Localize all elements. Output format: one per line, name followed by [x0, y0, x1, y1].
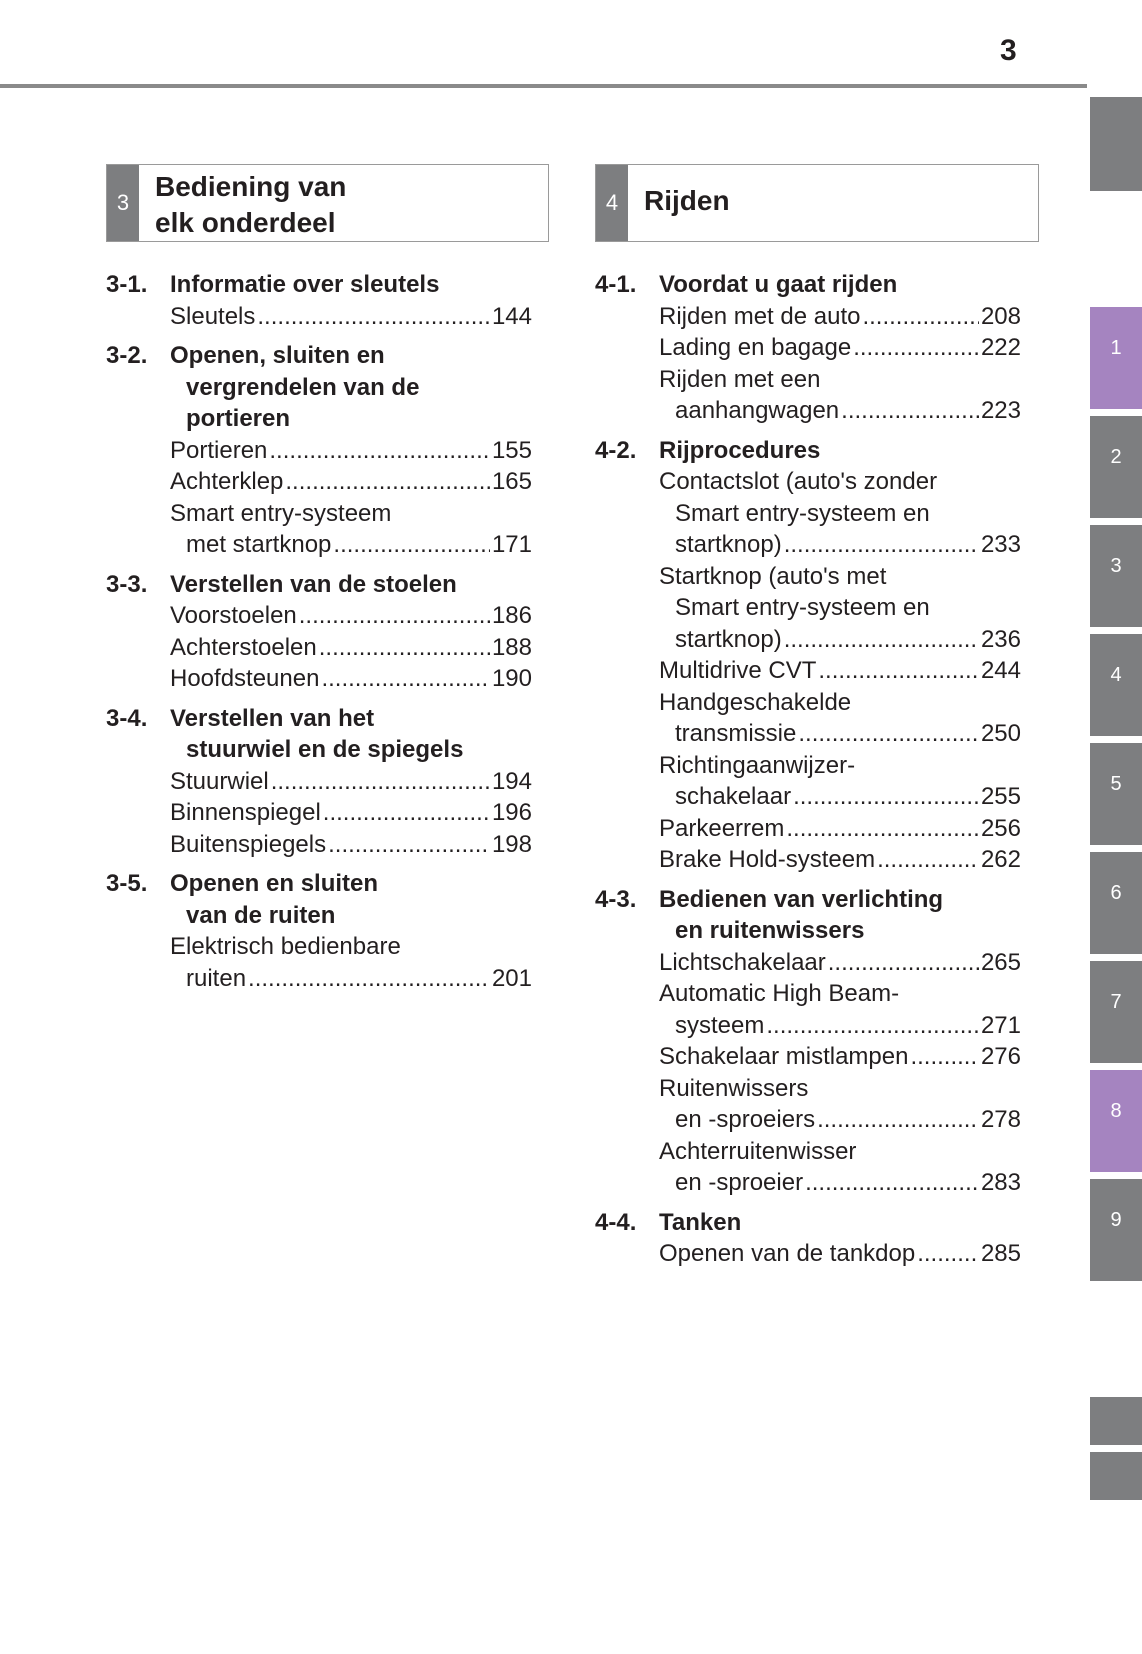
- section-number: 4-1.: [595, 271, 637, 298]
- entry-leader-line: [170, 797, 532, 829]
- page-reference: 276: [980, 1043, 1021, 1070]
- toc-entry[interactable]: [106, 600, 532, 632]
- chapter-3-header: [106, 164, 549, 242]
- entry-title: Sleutels: [170, 302, 256, 330]
- entry-title: ruiten: [186, 964, 247, 992]
- entry-title: transmissie: [675, 720, 797, 747]
- section-title: [659, 435, 1021, 467]
- dot-leader: [798, 718, 979, 750]
- entry-title-line: Richtingaanwijzer-: [659, 751, 856, 779]
- entry-leader-line: [659, 1238, 1021, 1270]
- dot-leader: [323, 797, 490, 829]
- side-tab[interactable]: [1090, 1452, 1142, 1500]
- entry-title-line: Rijden met een: [659, 365, 821, 393]
- toc-entry[interactable]: [106, 829, 532, 861]
- toc-entry[interactable]: [595, 750, 1021, 813]
- dot-leader: [828, 947, 979, 979]
- entry-title: en -sproeier: [675, 1169, 804, 1196]
- toc-entry[interactable]: [595, 1136, 1021, 1199]
- toc-entry[interactable]: [106, 435, 532, 467]
- side-tab-label: 5: [1110, 773, 1122, 795]
- toc-entry[interactable]: [595, 1041, 1021, 1073]
- entry-title: Stuurwiel: [170, 767, 269, 795]
- entry-leader-line: [659, 1010, 1021, 1042]
- side-tab[interactable]: [1090, 97, 1142, 191]
- page-reference: 233: [980, 531, 1021, 558]
- entry-title-line: Smart entry-systeem en: [675, 499, 930, 527]
- side-tab[interactable]: [1090, 1070, 1142, 1172]
- chapter-number: 3: [107, 165, 139, 241]
- chapter-title-line: elk onderdeel: [155, 207, 336, 238]
- entry-title-line: Smart entry-systeem en: [675, 594, 930, 621]
- section-title: [170, 340, 532, 435]
- entry-title: Brake Hold-systeem: [659, 846, 876, 873]
- entry-title: Portieren: [170, 436, 268, 464]
- section-number: 4-2.: [595, 436, 637, 464]
- dot-leader: [784, 624, 979, 656]
- chapter-title: [644, 183, 1030, 219]
- side-tab[interactable]: [1090, 525, 1142, 627]
- dot-leader: [319, 632, 490, 664]
- entry-title-line: Smart entry-systeem: [170, 499, 392, 527]
- dot-leader: [910, 1041, 979, 1073]
- entry-title: Buitenspiegels: [170, 830, 327, 858]
- section-number: 4-4.: [595, 1208, 637, 1236]
- section-title: [170, 569, 532, 601]
- chapter-number: 4: [596, 165, 628, 241]
- side-tab-label: 1: [1110, 337, 1122, 359]
- entry-leader-line: [659, 1167, 1021, 1199]
- entry-leader-line: [170, 466, 532, 498]
- page-reference: 144: [491, 302, 532, 330]
- page-reference: 201: [491, 964, 532, 992]
- section-title-line: Verstellen van de stoelen: [170, 570, 457, 598]
- section-title: [170, 703, 532, 766]
- entry-title: Binnenspiegel: [170, 799, 321, 826]
- side-tab[interactable]: [1090, 852, 1142, 954]
- toc-entry[interactable]: [595, 466, 1021, 561]
- chapter-title-line: Rijden: [644, 185, 730, 216]
- section-heading: [106, 340, 532, 435]
- dot-leader: [877, 844, 979, 876]
- toc-entry[interactable]: [595, 1073, 1021, 1136]
- section-heading: [595, 884, 1021, 947]
- toc-column-chapter-3: [106, 269, 532, 994]
- section-number: 3-3.: [106, 570, 148, 598]
- dot-leader: [786, 813, 979, 845]
- dot-leader: [841, 395, 979, 427]
- dot-leader: [285, 466, 490, 498]
- section-title: [659, 1207, 1021, 1239]
- section-title-line: Openen en sluiten: [170, 870, 379, 897]
- entry-leader-line: [170, 435, 532, 467]
- dot-leader: [853, 332, 979, 364]
- section-title-line: Tanken: [659, 1208, 742, 1236]
- side-tab[interactable]: [1090, 1397, 1142, 1445]
- entry-title-line: Automatic High Beam-: [659, 980, 900, 1007]
- side-tab[interactable]: [1090, 1179, 1142, 1281]
- side-tab-label: 2: [1110, 446, 1122, 468]
- page-reference: 165: [491, 468, 532, 495]
- toc-entry[interactable]: [595, 978, 1021, 1041]
- entry-leader-line: [659, 529, 1021, 561]
- section-heading: [595, 269, 1021, 301]
- section-title-line: Openen, sluiten en: [170, 342, 385, 369]
- side-tab-label: 3: [1110, 555, 1122, 577]
- entry-leader-line: [659, 301, 1021, 333]
- page-reference: 223: [980, 397, 1021, 424]
- toc-entry[interactable]: [595, 947, 1021, 979]
- entry-title: Voorstoelen: [170, 602, 297, 629]
- toc-entry[interactable]: [106, 466, 532, 498]
- toc-entry[interactable]: [595, 813, 1021, 845]
- entry-title: Rijden met de auto: [659, 302, 861, 330]
- entry-title: Parkeerrem: [659, 814, 785, 842]
- entry-leader-line: [659, 1104, 1021, 1136]
- dot-leader: [299, 600, 490, 632]
- section-heading: [106, 703, 532, 766]
- side-tab[interactable]: [1090, 961, 1142, 1063]
- section-title-line: portieren: [186, 405, 291, 432]
- section-number: 3-1.: [106, 271, 148, 298]
- entry-leader-line: [170, 600, 532, 632]
- entry-leader-line: [170, 632, 532, 664]
- section-heading: [106, 269, 532, 301]
- top-rule: [0, 84, 1087, 88]
- page-reference: 188: [491, 633, 532, 661]
- side-tab-label: 4: [1110, 664, 1122, 686]
- entry-leader-line: [659, 813, 1021, 845]
- side-tab-label: 8: [1110, 1100, 1122, 1122]
- toc-entry[interactable]: [595, 687, 1021, 750]
- toc-entry[interactable]: [595, 364, 1021, 427]
- entry-title: Lichtschakelaar: [659, 948, 826, 976]
- section-title-line: Rijprocedures: [659, 436, 821, 464]
- side-tab[interactable]: [1090, 307, 1142, 409]
- side-tab[interactable]: [1090, 743, 1142, 845]
- entry-leader-line: [659, 395, 1021, 427]
- entry-title: Openen van de tankdop: [659, 1240, 916, 1267]
- entry-title-line: Handgeschakelde: [659, 688, 852, 716]
- entry-title: systeem: [675, 1011, 765, 1039]
- page-number: 3: [1000, 34, 1017, 67]
- section-title-line: stuurwiel en de spiegels: [186, 736, 464, 763]
- toc-column-chapter-4: [595, 269, 1021, 1270]
- dot-leader: [248, 963, 490, 995]
- entry-title-line: Startknop (auto's met: [659, 562, 887, 590]
- toc-entry[interactable]: [106, 632, 532, 664]
- dot-leader: [269, 435, 490, 467]
- page-reference: 186: [491, 602, 532, 629]
- side-tab[interactable]: [1090, 634, 1142, 736]
- page-reference: 255: [980, 783, 1021, 810]
- section-heading: [106, 868, 532, 931]
- page-reference: 285: [980, 1240, 1021, 1267]
- toc-entry[interactable]: [595, 655, 1021, 687]
- page-reference: 208: [980, 302, 1021, 330]
- entry-leader-line: [170, 963, 532, 995]
- page-reference: 244: [980, 657, 1021, 684]
- toc-entry[interactable]: [106, 301, 532, 333]
- section-heading: [595, 1207, 1021, 1239]
- entry-leader-line: [659, 844, 1021, 876]
- toc-entry[interactable]: [106, 766, 532, 798]
- entry-title-line: Elektrisch bedienbare: [170, 933, 401, 960]
- dot-leader: [333, 529, 490, 561]
- section-heading: [106, 569, 532, 601]
- entry-leader-line: [659, 332, 1021, 364]
- entry-title-line: Ruitenwissers: [659, 1074, 809, 1102]
- page-reference: 262: [980, 846, 1021, 873]
- section-title-line: vergrendelen van de: [186, 373, 420, 401]
- chapter-4-header: [595, 164, 1039, 242]
- section-title-line: Voordat u gaat rijden: [659, 271, 898, 298]
- entry-title: Achterstoelen: [170, 633, 317, 661]
- entry-leader-line: [170, 301, 532, 333]
- section-title: [170, 269, 532, 301]
- entry-title: schakelaar: [675, 783, 792, 810]
- section-title-line: Informatie over sleutels: [170, 271, 440, 298]
- dot-leader: [862, 301, 978, 333]
- entry-leader-line: [659, 781, 1021, 813]
- entry-leader-line: [659, 624, 1021, 656]
- section-title-line: Bedienen van verlichting: [659, 885, 944, 913]
- page-reference: 250: [980, 720, 1021, 747]
- page-reference: 190: [491, 665, 532, 692]
- entry-title: startknop): [675, 531, 782, 558]
- dot-leader: [917, 1238, 979, 1270]
- entry-leader-line: [659, 947, 1021, 979]
- entry-title: startknop): [675, 625, 782, 653]
- side-tab-label: 6: [1110, 882, 1122, 904]
- section-title: [659, 269, 1021, 301]
- toc-entry[interactable]: [595, 332, 1021, 364]
- dot-leader: [328, 829, 490, 861]
- section-number: 3-4.: [106, 704, 148, 732]
- dot-leader: [766, 1010, 979, 1042]
- chapter-title-line: Bediening van: [155, 171, 347, 202]
- entry-leader-line: [659, 655, 1021, 687]
- dot-leader: [321, 663, 490, 695]
- section-title-line: en ruitenwissers: [675, 917, 865, 944]
- page-reference: 256: [980, 814, 1021, 842]
- dot-leader: [271, 766, 490, 798]
- toc-entry[interactable]: [595, 561, 1021, 656]
- page-reference: 171: [491, 531, 532, 558]
- section-title-line: Verstellen van het: [170, 704, 375, 732]
- section-title: [170, 868, 532, 931]
- dot-leader: [793, 781, 979, 813]
- toc-entry[interactable]: [106, 498, 532, 561]
- entry-title: en -sproeiers: [675, 1106, 816, 1133]
- toc-entry[interactable]: [106, 797, 532, 829]
- dot-leader: [817, 1104, 979, 1136]
- page-reference: 155: [491, 436, 532, 464]
- entry-leader-line: [170, 529, 532, 561]
- entry-leader-line: [170, 663, 532, 695]
- entry-title: met startknop: [186, 531, 332, 558]
- entry-title: Schakelaar mistlampen: [659, 1043, 909, 1070]
- toc-entry[interactable]: [595, 1238, 1021, 1270]
- page-reference: 198: [491, 830, 532, 858]
- entry-title: Multidrive CVT: [659, 657, 817, 684]
- toc-entry[interactable]: [106, 663, 532, 695]
- toc-entry[interactable]: [106, 931, 532, 994]
- side-tab-label: 9: [1110, 1209, 1122, 1231]
- dot-leader: [805, 1167, 979, 1199]
- toc-entry[interactable]: [595, 844, 1021, 876]
- entry-title-line: Contactslot (auto's zonder: [659, 468, 938, 495]
- entry-title: Achterklep: [170, 468, 284, 495]
- entry-leader-line: [659, 1041, 1021, 1073]
- entry-title-line: Achterruitenwisser: [659, 1137, 857, 1165]
- page-reference: 222: [980, 334, 1021, 361]
- section-title-line: van de ruiten: [186, 901, 336, 929]
- dot-leader: [784, 529, 979, 561]
- entry-title: Hoofdsteunen: [170, 665, 320, 692]
- section-number: 4-3.: [595, 885, 637, 913]
- entry-leader-line: [170, 829, 532, 861]
- page-reference: 265: [980, 948, 1021, 976]
- page-reference: 271: [980, 1011, 1021, 1039]
- section-number: 3-2.: [106, 342, 148, 369]
- entry-title: Lading en bagage: [659, 334, 852, 361]
- side-tab[interactable]: [1090, 416, 1142, 518]
- entry-leader-line: [659, 718, 1021, 750]
- toc-entry[interactable]: [595, 301, 1021, 333]
- section-title: [659, 884, 1021, 947]
- page-reference: 194: [491, 767, 532, 795]
- section-heading: [595, 435, 1021, 467]
- chapter-title: [155, 169, 540, 241]
- page-reference: 196: [491, 799, 532, 826]
- entry-title: aanhangwagen: [675, 397, 840, 424]
- page-reference: 236: [980, 625, 1021, 653]
- entry-leader-line: [170, 766, 532, 798]
- dot-leader: [257, 301, 490, 333]
- section-number: 3-5.: [106, 870, 148, 897]
- page-reference: 278: [980, 1106, 1021, 1133]
- page-reference: 283: [980, 1169, 1021, 1196]
- side-tab-label: 7: [1110, 991, 1122, 1013]
- dot-leader: [818, 655, 979, 687]
